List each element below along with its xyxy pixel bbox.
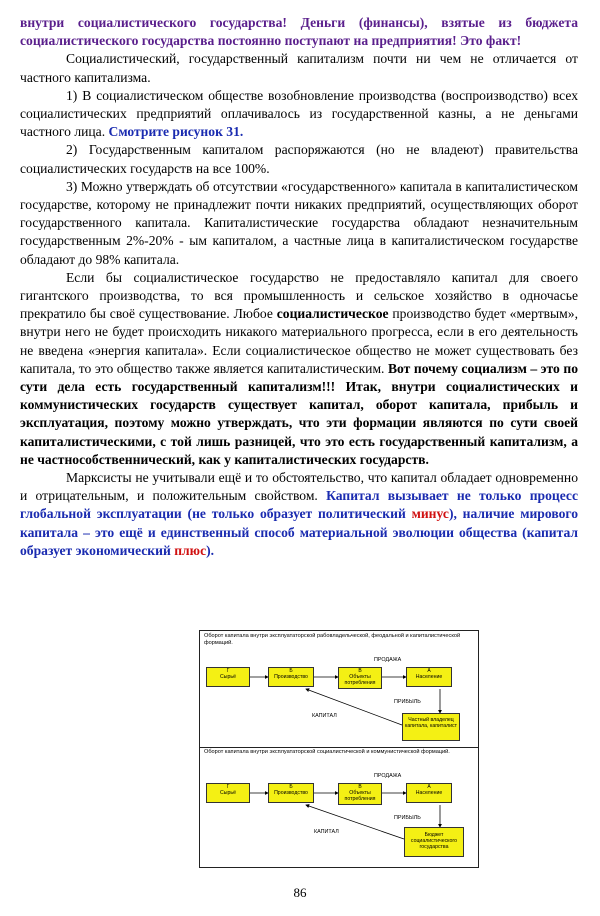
box-production: Б Производство [268,667,314,687]
paragraph-intro: внутри социалистического государства! Деньги (финансы), взятые из бюджета социалистического государства постоянно поступают на предприятия! Это факт! [20,15,578,49]
box-consumer-goods: В Объекты потребления [338,667,382,689]
arrow-owner-b [306,689,402,725]
label-profit: ПРИБЫЛЬ [394,815,421,821]
diagram-socialist [202,749,474,863]
label-capital: КАПИТАЛ [314,829,339,835]
box-raw-materials: Г Сырьё [206,783,250,803]
paragraph-6-plus: плюс [174,542,207,558]
figure-divider [200,747,478,748]
article-body [20,14,578,560]
paragraph-2-text: 1) В социалистическом обществе возобновление производства (воспроизводство) всех социалистических предприятий оплачивалось из государственной казны, а не деньгами частного лица. [20,87,578,140]
box-population: А Население [406,667,452,687]
diagram-capitalist [202,633,474,747]
paragraph-6-minus: минус [411,506,449,522]
box-private-owner: Частный владелец капитала, капиталист [402,713,460,741]
paragraph-4: 3) Можно утверждать об отсутствии «государственного» капитала в капиталистическом государстве, которому не принадлежит почти никаких предприятий, осуществляющих оборот государственного капитала. Капиталистические государства обладают незначительным государственным 2%-20% - ым капиталом, а частные лица в капиталистическом государстве обладают до 98% капитала. [20,178,578,267]
paragraph-3: 2) Государственным капиталом распоряжаются (но не владеют) правительства социалистических государств на все 100%. [20,142,578,176]
figure-reference: Смотрите рисунок 31. [108,124,244,140]
box-state-budget: Бюджет социалистического государства [404,827,464,857]
label-sale: ПРОДАЖА [374,657,402,663]
paragraph-5-a: Если бы социалистическое государство не предоставляло капитал для своего гигантского производства, то вся промышленность и сельское хозяйство в одночасье прекратило бы своё существование. Любое [20,269,578,322]
paragraph-5-d: Вот почему социализм – это по сути дела есть государственный капитализм!!! Итак, внутри социалистических и коммунистических государств существует капитал, оборот капитала, прибыль и эксплуатация, поэтому можно утверждать, что эти формации являются по сути своей капиталистическими, с той лишь разницей, что это есть государственный капитализм, а не частнособственнический, как у капиталистических государств. [20,360,578,467]
paragraph-2 [20,87,578,142]
figure-31 [199,630,479,868]
label-capital: КАПИТАЛ [312,713,337,719]
box-raw-materials: Г Сырьё [206,667,250,687]
paragraph-5 [20,269,578,469]
box-population: А Население [406,783,452,803]
label-sale: ПРОДАЖА [374,773,402,779]
diagram-title: Оборот капитала внутри эксплуататорской социалистической и коммунистической формаций. [204,749,450,755]
paragraph-1: Социалистический, государственный капитализм почти ни чем не отличается от частного капитализма. [20,51,578,85]
paragraph-6-a: Марксисты не учитывали ещё и то обстоятельство, что капитал обладает одновременно и отрицательным, и положительным свойством. [20,470,578,504]
box-production: Б Производство [268,783,314,803]
paragraph-6-d: ), наличие мирового капитала – это ещё и единственный способ материальной эволюции общества (капитал образует экономический [20,506,578,558]
paragraph-6-b: Капитал вызывает не только процесс глобальной эксплуатации (не только образует политический [20,488,578,522]
paragraph-6-f: ). [206,542,215,558]
diagram-title: Оборот капитала внутри эксплуататорской рабовладельческой, феодальной и капиталистической формаций. [204,633,461,646]
box-consumer-goods: В Объекты потребления [338,783,382,805]
paragraph-6 [20,469,578,560]
paragraph-5-b: социалистическое [276,306,389,322]
page-number: 86 [293,885,307,900]
label-profit: ПРИБЫЛЬ [394,699,421,705]
paragraph-5-c: производство будет «мертвым», внутри него не будет происходить никакого материального прогресса, если в его деятельность не введена «энергия капитала». Если социалистическое общество не может существовать без капитала, то это общество также является капиталистическим. [20,306,578,376]
